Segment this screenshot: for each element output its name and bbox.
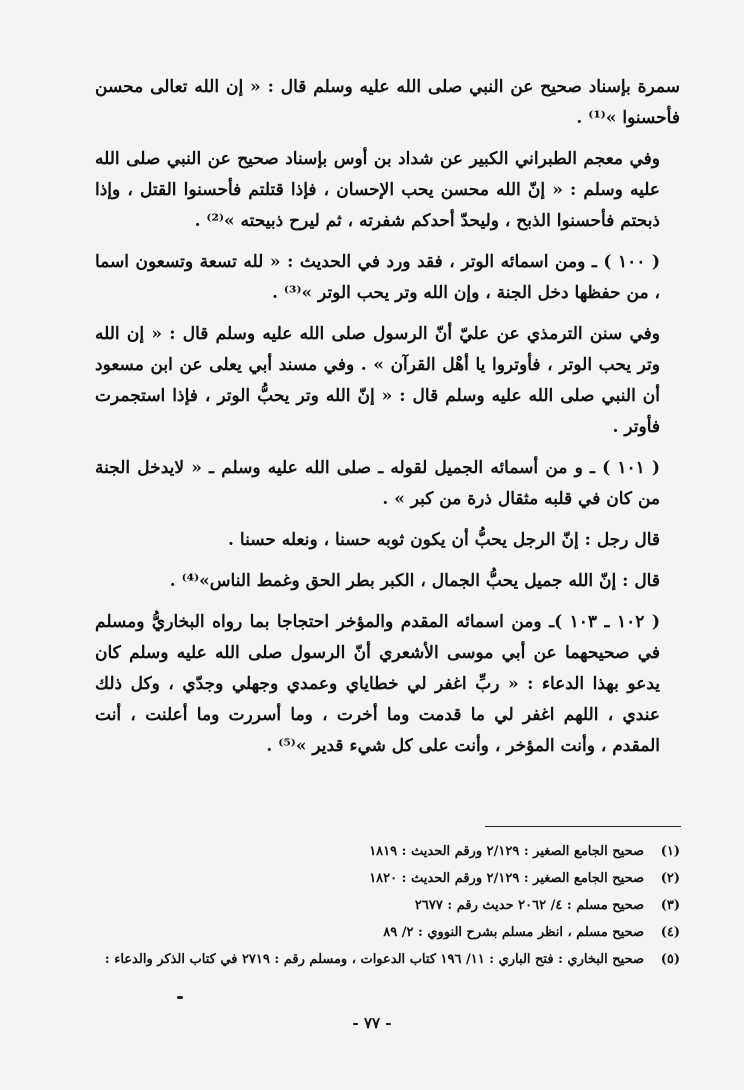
footnote-text: صحيح مسلم : ٤/ ٢٠٦٢ حديث رقم : ٢٦٧٧: [414, 898, 644, 913]
paragraph-2: وفي معجم الطبراني الكبير عن شداد بن أوس بإسناد صحيح عن النبي صلى الله عليه وسلم : « إنّ الله محسن يحب الإحسان ، فإذا قتلتم فأحسنوا القتل ، وإذا ذبحتم فأحسنوا الذبح ، وليحدّ أحدكم شفرته ، ثم ليرح ذبيحته »⁽²⁾ .: [95, 149, 660, 231]
footnote-number: (٢): [660, 871, 680, 886]
footnote-divider: [485, 826, 681, 827]
footnote-5: [90, 946, 680, 973]
footnote-text: صحيح الجامع الصغير : ٢/١٢٩ ورقم الحديث : ١٨٢٠: [369, 871, 644, 886]
paragraph-7: قال : إنّ الله جميل يحبُّ الجمال ، الكبر بطر الحق وغمط الناس»⁽⁴⁾ .: [169, 571, 660, 591]
footnote-number: (٣): [660, 898, 680, 913]
ink-speck: [177, 996, 183, 999]
footnote-number: (١): [660, 844, 680, 859]
paragraph-8: ( ١٠٢ ـ ١٠٣ )ـ ومن اسمائه المقدم والمؤخر احتجاجا بما رواه البخاريُّ ومسلم في صحيحهما عن أبي موسى الأشعري أنّ الرسول صلى الله عليه وسلم كان يدعو بهذا الدعاء : « ربِّ اغفر لي خطاياي وعمدي وجهلي وجدّي ، وكل ذلك عندي ، اللهم اغفر لي ما قدمت وما أخرت ، وما أسررت وما أعلنت ، أنت المقدم ، وأنت المؤخر ، وأنت على كل شيء قدير »⁽⁵⁾ .: [95, 612, 660, 756]
page-number: - ٧٧ -: [352, 1014, 392, 1032]
footnote-1: [90, 838, 680, 865]
paragraph-6: قال رجل : إنّ الرجل يحبُّ أن يكون ثوبه حسنا ، ونعله حسنا .: [228, 530, 660, 550]
footnote-4: [90, 919, 680, 946]
paragraph-5: ( ١٠١ ) ـ و من أسمائه الجميل لقوله ـ صلى الله عليه وسلم ـ « لايدخل الجنة من كان في قلبه مثقال ذرة من كبر » .: [95, 458, 660, 509]
footnote-text: صحيح البخاري : فتح الباري : ١١/ ١٩٦ كتاب الدعوات ، ومسلم رقم : ٢٧١٩ في كتاب الذكر والدعاء :: [104, 952, 644, 967]
footnote-text: صحيح الجامع الصغير : ٢/١٢٩ ورقم الحديث : ١٨١٩: [369, 844, 644, 859]
footnotes: [90, 838, 680, 973]
footnote-text: صحيح مسلم ، انظر مسلم بشرح النووي : ٢/ ٨٩: [383, 925, 644, 940]
paragraph-1: سمرة بإسناد صحيح عن النبي صلى الله عليه وسلم قال : « إن الله تعالى محسن فأحسنوا »⁽¹⁾ .: [95, 77, 680, 128]
paragraph-4: وفي سنن الترمذي عن عليّ أنّ الرسول صلى الله عليه وسلم قال : « إن الله وتر يحب الوتر ، فأوتروا يا أهْل القرآن » . وفي مسند أبي يعلى عن ابن مسعود أن النبي صلى الله عليه وسلم قال : « إنّ الله وتر يحبُّ الوتر ، فإذا استجمرت فأوتر .: [95, 324, 660, 437]
footnote-number: (٥): [660, 952, 680, 967]
footnote-2: [90, 865, 680, 892]
paragraph-3: ( ١٠٠ ) ـ ومن اسمائه الوتر ، فقد ورد في الحديث : « لله تسعة وتسعون اسما ، من حفظها دخل الجنة ، وإن الله وتر يحب الوتر »⁽³⁾ .: [95, 252, 660, 303]
main-text: [95, 72, 680, 772]
footnote-number: (٤): [660, 925, 680, 940]
footnote-3: [90, 892, 680, 919]
